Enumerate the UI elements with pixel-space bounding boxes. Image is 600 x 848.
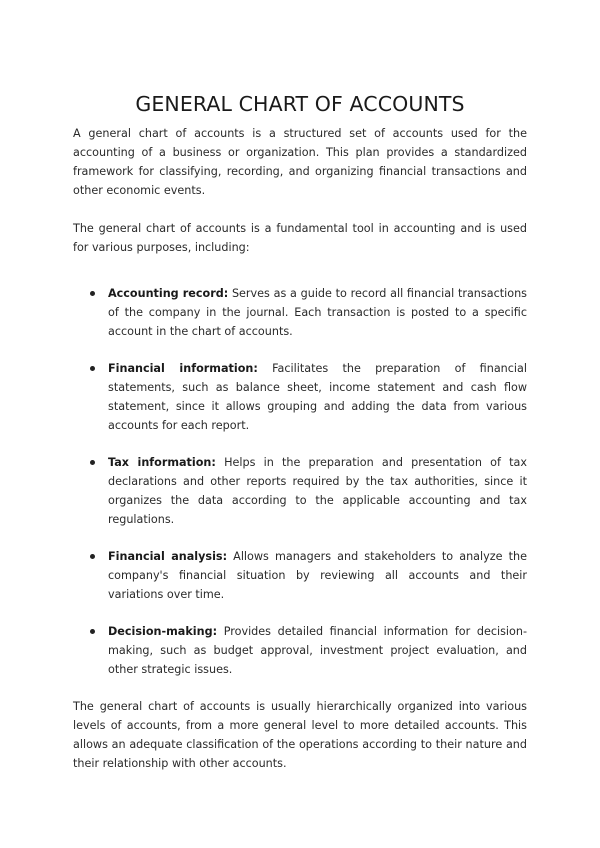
list-item <box>108 359 527 435</box>
bullet-text: Allows managers and stakeholders to analyze the company's financial situation by reviewing all accounts and their variations over time. <box>108 550 527 601</box>
bullet-term: Financial analysis: <box>108 550 228 563</box>
list-item <box>108 622 527 679</box>
bullet-term: Tax information: <box>108 456 216 469</box>
purposes-intro-paragraph: The general chart of accounts is a fundamental tool in accounting and is used for various purposes, including: <box>73 222 527 254</box>
bullet-term: Accounting record: <box>108 287 229 300</box>
bullet-term: Decision-making: <box>108 625 218 638</box>
bullet-text: Facilitates the preparation of financial statements, such as balance sheet, income statement and cash flow statement, since it allows grouping and adding the data from various accounts for each report. <box>108 362 527 432</box>
bullet-icon <box>90 554 95 559</box>
document-page <box>73 90 527 773</box>
bullet-icon <box>90 366 95 371</box>
purposes-list <box>73 284 527 679</box>
list-item <box>108 284 527 341</box>
list-item <box>108 547 527 604</box>
bullet-icon <box>90 291 95 296</box>
list-item <box>108 453 527 529</box>
page-title: GENERAL CHART OF ACCOUNTS <box>135 92 465 116</box>
bullet-icon <box>90 629 95 634</box>
bullet-text: Provides detailed financial information for decision-making, such as budget approval, investment project evaluation, and other strategic issues. <box>108 625 527 676</box>
bullet-icon <box>90 460 95 465</box>
bullet-text: Helps in the preparation and presentation of tax declarations and other reports required by the tax authorities, since it organizes the data according to the applicable accounting and tax regulations. <box>108 456 527 526</box>
intro-paragraph: A general chart of accounts is a structured set of accounts used for the accounting of a business or organization. This plan provides a standardized framework for classifying, recording, and organizing financial transactions and other economic events. <box>73 127 527 197</box>
bullet-term: Financial information: <box>108 362 258 375</box>
bullet-text: Serves as a guide to record all financial transactions of the company in the journal. Each transaction is posted to a specific account in the chart of accounts. <box>108 287 527 338</box>
closing-paragraph: The general chart of accounts is usually hierarchically organized into various levels of accounts, from a more general level to more detailed accounts. This allows an adequate classification of the operations according to their nature and their relationship with other accounts. <box>73 700 527 770</box>
